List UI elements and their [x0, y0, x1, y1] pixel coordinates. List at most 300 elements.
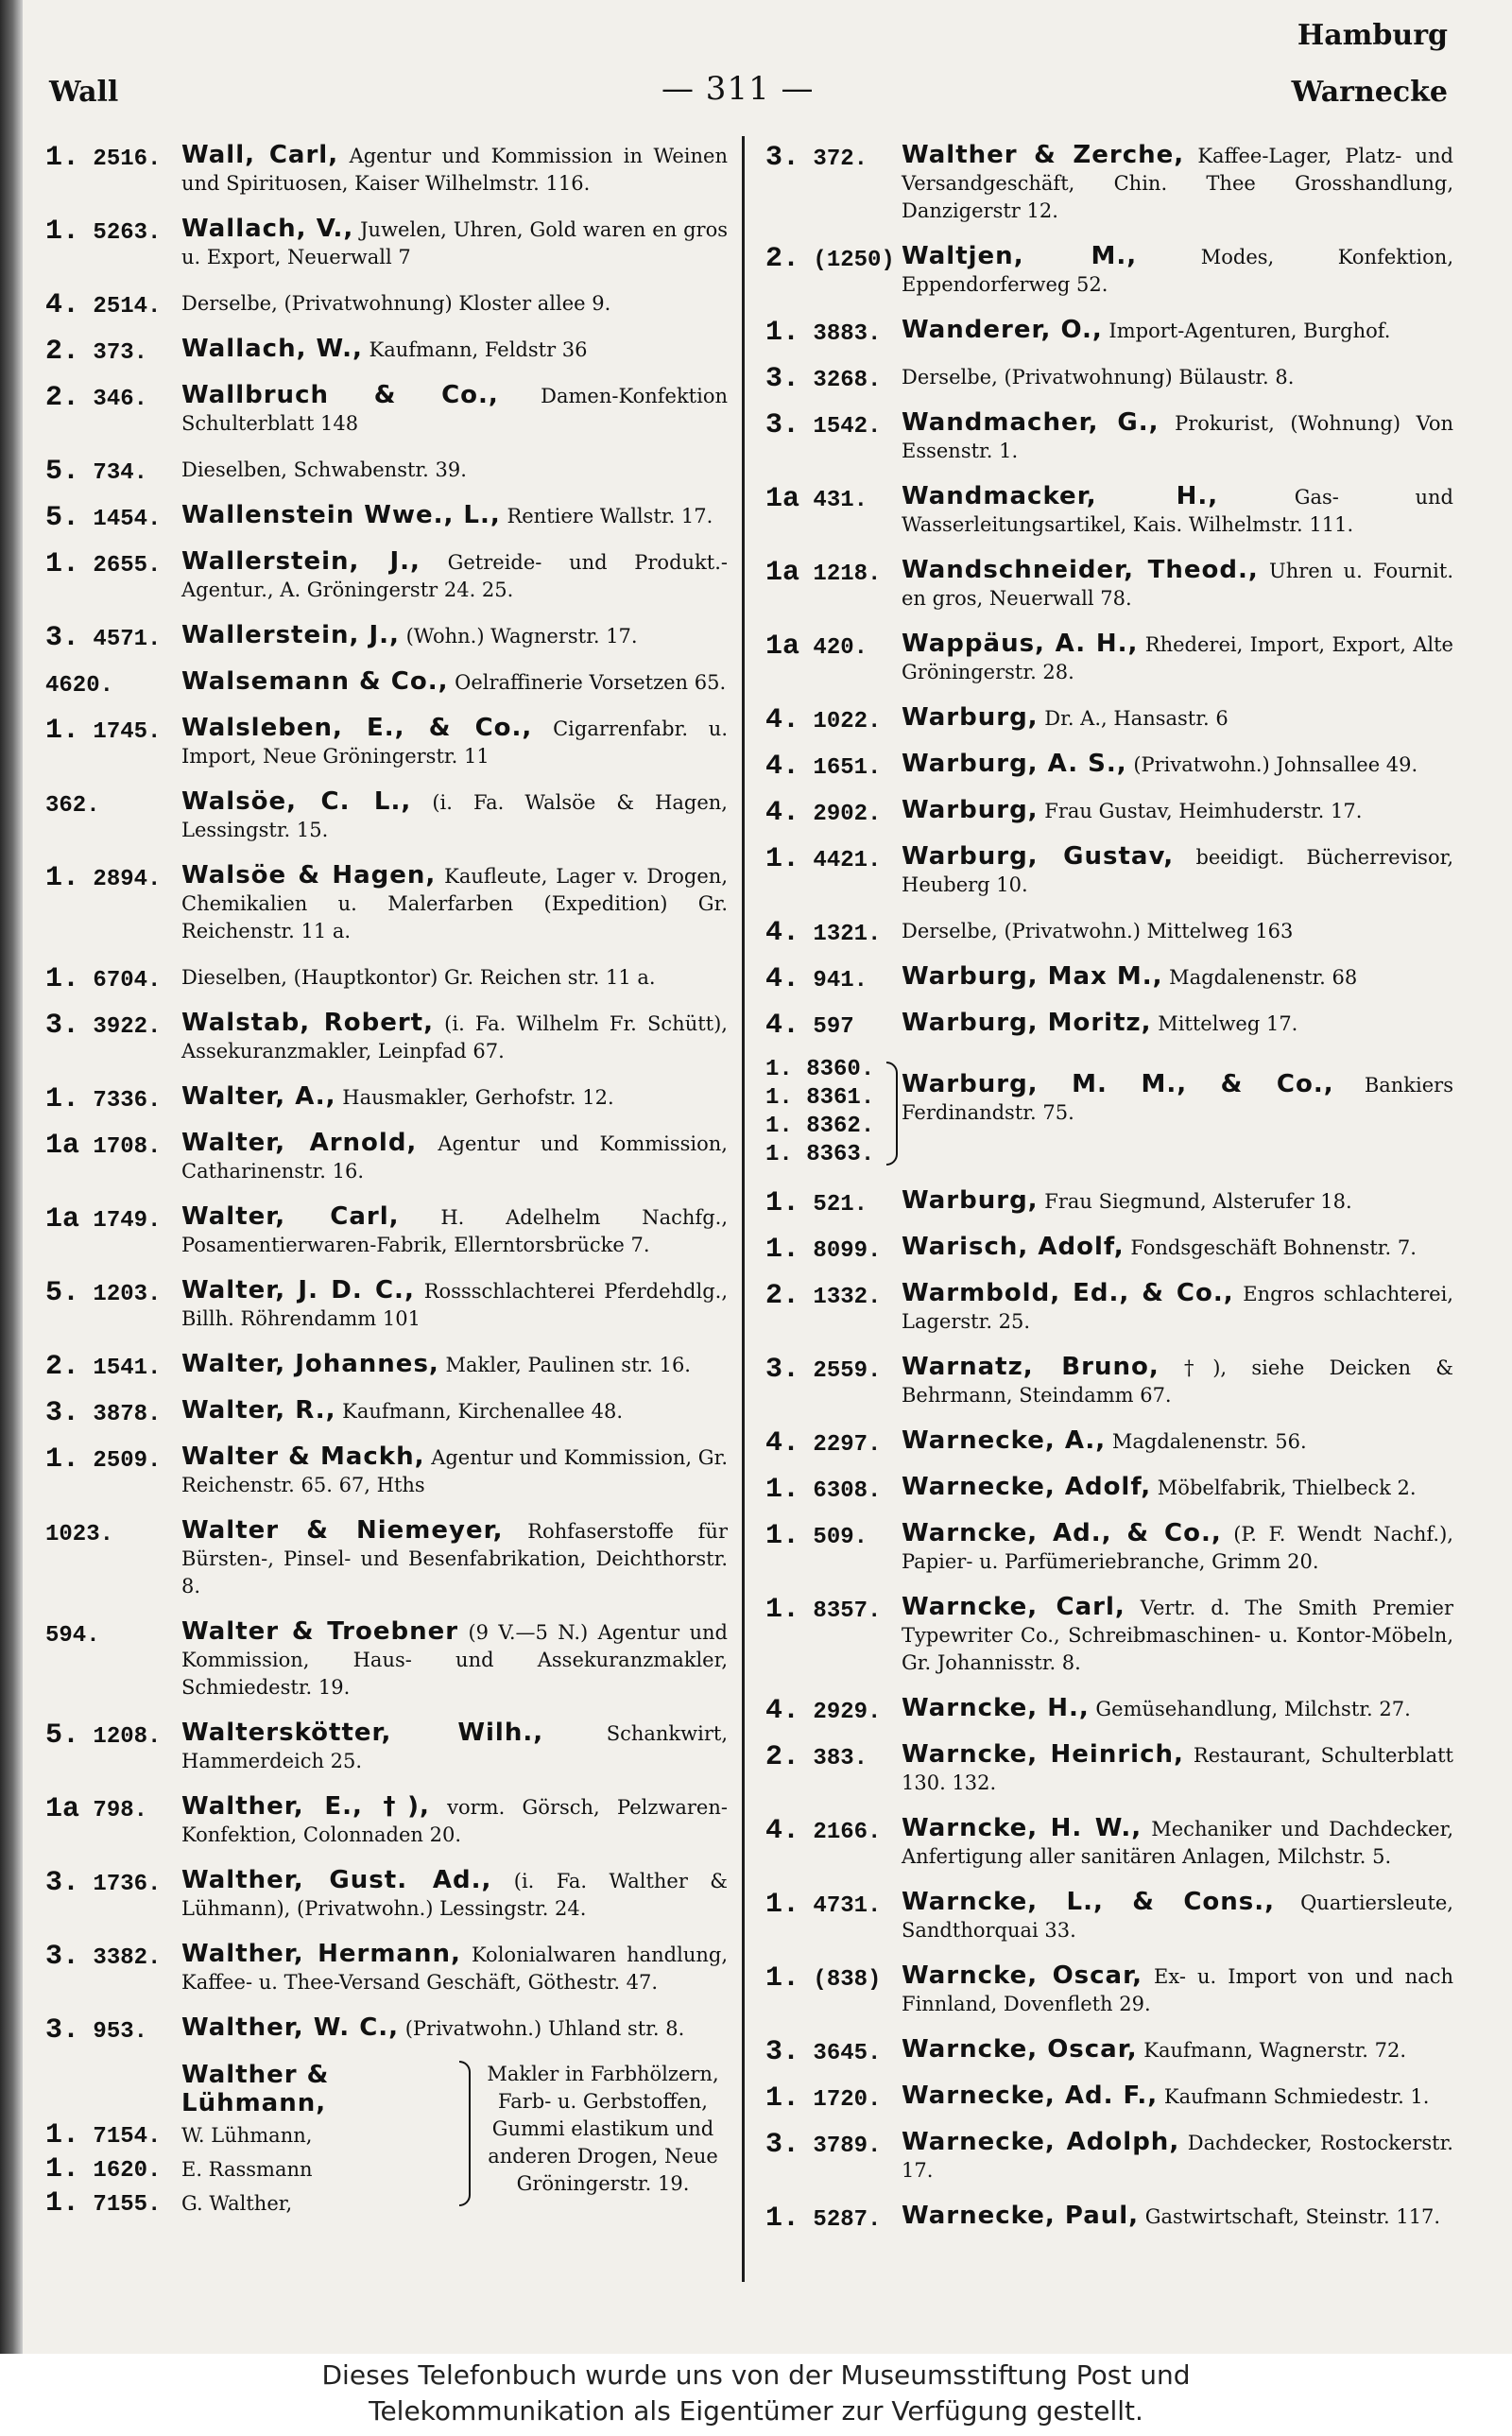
entry-number: [45, 1793, 178, 1825]
directory-entry: [765, 1280, 1453, 1336]
entry-text: [902, 797, 1453, 825]
phone-number: 1454.: [93, 507, 162, 532]
phone-number: 1023.: [45, 1522, 114, 1547]
directory-entry: [45, 862, 728, 945]
phone-number: 1745.: [93, 719, 162, 745]
partner-name: E. Rassmann: [181, 2158, 313, 2181]
phone-number: 2894.: [93, 867, 162, 892]
entry-number: [765, 1520, 898, 1552]
entry-text: [902, 409, 1453, 465]
directory-entry: [765, 750, 1453, 783]
subscriber-detail: Kaffee-Lager, Platz- und Versandgeschäft, Chin. Thee Grosshandlung, Danzigerstr 12.: [902, 145, 1453, 222]
subscriber-name: Warnecke, A.,: [902, 1426, 1107, 1455]
phone-number: 1651.: [813, 755, 882, 781]
entry-text: [181, 862, 728, 945]
phone-number: 2902.: [813, 802, 882, 827]
subscriber-name: Wandmacker, H.,: [902, 482, 1219, 510]
exchange-code: 4.: [765, 963, 800, 995]
phone-number: 3789.: [813, 2134, 882, 2159]
subscriber-name: Walther & Zerche,: [902, 141, 1185, 169]
exchange-code: 1a: [45, 1130, 80, 1162]
exchange-code: 3.: [765, 363, 800, 395]
exchange-code: 1a: [765, 557, 800, 589]
entry-number: [45, 289, 178, 321]
directory-entry: [765, 2129, 1453, 2185]
directory-entry: [45, 1443, 728, 1499]
subscriber-name: Walther, E., †),: [181, 1792, 430, 1821]
exchange-code: 4.: [765, 1815, 800, 1847]
subscriber-detail: Agentur und Kommission in Weinen und Spirituosen, Kaiser Wilhelmstr. 116.: [181, 145, 728, 195]
partner-group: [45, 2061, 728, 2220]
entry-number: [765, 2129, 898, 2161]
subscriber-name: Walsöe & Hagen,: [181, 861, 437, 890]
entry-text: [181, 502, 728, 530]
entry-number: [765, 1962, 898, 1995]
subscriber-detail: Vertr. d. The Smith Premier Typewriter Co., Schreibmaschinen- u. Kontor-Möbeln, Gr. Johannisstr. 8.: [902, 1597, 1453, 1674]
exchange-code: 1a: [765, 631, 800, 663]
exchange-code: 3.: [765, 142, 800, 174]
subscriber-detail: Magdalenenstr. 56.: [1111, 1430, 1307, 1453]
phone-number: 1022.: [813, 709, 882, 734]
city-heading: Hamburg: [1297, 19, 1448, 52]
subscriber-name: Warncke, H.,: [902, 1694, 1090, 1722]
subscriber-detail: Derselbe, (Privatwohnung) Bülaustr. 8.: [902, 366, 1295, 389]
phone-number: 2509.: [93, 1448, 162, 1474]
entry-text: [902, 1427, 1453, 1456]
directory-entry: [45, 382, 728, 438]
entry-text: [902, 142, 1453, 225]
phone-number: 372.: [813, 147, 868, 172]
subscriber-detail: Getreide- und Produkt.-Agentur., A. Gröningerstr 24. 25.: [181, 551, 728, 601]
phone-number: 8363.: [806, 1142, 875, 1167]
subscriber-name: Walter & Troebner: [181, 1617, 459, 1646]
entry-text: [181, 1397, 728, 1425]
entry-text: [902, 2203, 1453, 2231]
phone-number: 1749.: [93, 1208, 162, 1234]
subscriber-detail: Import-Agenturen, Burghof.: [1108, 320, 1391, 342]
subscriber-detail: Kaufmann Schmiedestr. 1.: [1163, 2085, 1430, 2108]
bank-name: Warburg, M. M., & Co.,: [902, 1070, 1334, 1098]
directory-entry: [45, 289, 728, 321]
subscriber-detail: Oelraffinerie Vorsetzen 65.: [455, 671, 727, 694]
bank-brace: [886, 1062, 898, 1166]
exchange-code: 1.: [45, 1083, 80, 1115]
entry-number: [765, 2082, 898, 2115]
exchange-code: 3.: [45, 1867, 80, 1899]
entry-number: [45, 1010, 178, 1042]
entry-number: [45, 1867, 178, 1899]
directory-entry: [765, 1426, 1453, 1460]
subscriber-detail: Kaufmann, Feldstr 36: [369, 338, 588, 361]
exchange-code: 4.: [765, 1427, 800, 1460]
directory-entry: [45, 2013, 728, 2047]
directory-entry: [765, 483, 1453, 539]
subscriber-name: Warncke, L., & Cons.,: [902, 1888, 1276, 1916]
subscriber-detail: Kaufmann, Wagnerstr. 72.: [1143, 2039, 1407, 2062]
directory-entry: [765, 142, 1453, 225]
phone-number: 6704.: [93, 968, 162, 993]
directory-entry: [765, 1594, 1453, 1677]
subscriber-detail: Fondsgeschäft Bohnenstr. 7.: [1130, 1236, 1417, 1259]
entry-number: [765, 1474, 898, 1506]
phone-number: 3878.: [93, 1402, 162, 1427]
exchange-code: 2.: [765, 1741, 800, 1773]
subscriber-detail: Makler, Paulinen str. 16.: [445, 1354, 691, 1376]
entry-number: [45, 456, 178, 488]
entry-number: [765, 557, 898, 589]
subscriber-name: Walter, R.,: [181, 1396, 336, 1425]
entry-text: [902, 963, 1453, 992]
phone-number: 7155.: [93, 2192, 162, 2218]
directory-entry: [765, 1354, 1453, 1409]
exchange-code: 1.: [45, 142, 80, 174]
subscriber-name: Walterskötter, Wilh.,: [181, 1719, 544, 1747]
bank-number-row: [765, 1141, 888, 1169]
phone-number: 1620.: [93, 2158, 162, 2184]
entry-text: [902, 631, 1453, 686]
subscriber-name: Warnatz, Bruno,: [902, 1353, 1160, 1381]
entry-number: [765, 317, 898, 349]
exchange-code: 2.: [45, 1351, 80, 1383]
entry-number: [45, 1277, 178, 1309]
exchange-code: 5.: [45, 1277, 80, 1309]
entry-text: [902, 1354, 1453, 1409]
directory-entry: [45, 1719, 728, 1775]
entry-text: [181, 1351, 728, 1379]
exchange-code: 5.: [45, 502, 80, 534]
subscriber-name: Walsöe, C. L.,: [181, 787, 412, 816]
exchange-code: 1.: [45, 963, 80, 995]
phone-number: 953.: [93, 2019, 148, 2045]
subscriber-name: Wandmacher, G.,: [902, 408, 1160, 437]
exchange-code: 5.: [45, 456, 80, 488]
entry-text: [181, 1867, 728, 1923]
exchange-code: 3.: [45, 2014, 80, 2047]
subscriber-detail: Dr. A., Hansastr. 6: [1044, 707, 1228, 730]
phone-number: 3382.: [93, 1945, 162, 1971]
exchange-code: 1.: [765, 843, 800, 875]
bank-number-row: [765, 1113, 888, 1141]
entry-text: [902, 2129, 1453, 2185]
entry-number: [45, 788, 178, 821]
directory-entry: [45, 1082, 728, 1115]
subscriber-detail: Kaufmann, Kirchenallee 48.: [342, 1400, 624, 1423]
phone-number: 8099.: [813, 1238, 882, 1264]
entry-number: [765, 1695, 898, 1727]
directory-entry: [765, 1962, 1453, 2018]
subscriber-detail: Rentiere Wallstr. 17.: [507, 505, 713, 527]
exchange-code: 3.: [765, 409, 800, 441]
exchange-code: 1.: [765, 1057, 793, 1082]
entry-number: [45, 963, 178, 995]
subscriber-name: Walsleben, E., & Co.,: [181, 714, 533, 742]
subscriber-name: Wallach, W.,: [181, 335, 363, 363]
entry-number: [765, 363, 898, 395]
partner-name: W. Lühmann,: [181, 2124, 313, 2147]
directory-entry: [765, 1694, 1453, 1727]
entry-number: [765, 917, 898, 949]
phone-number: 2516.: [93, 147, 162, 172]
entry-text: [181, 668, 728, 697]
subscriber-detail: Rhederei, Import, Export, Alte Gröningerstr. 28.: [902, 633, 1453, 683]
directory-entry: [45, 621, 728, 654]
subscriber-detail: †), siehe Deicken & Behrmann, Steindamm 67.: [902, 1356, 1454, 1407]
directory-entry: [765, 243, 1453, 299]
subscriber-detail: Gastwirtschaft, Steinstr. 117.: [1144, 2205, 1441, 2228]
bank-detail: Bankiers Ferdinandstr. 75.: [902, 1074, 1453, 1124]
subscriber-detail: (Privatwohn.) Johnsallee 49.: [1133, 753, 1418, 776]
phone-number: 509.: [813, 1525, 868, 1550]
phone-number: 4421.: [813, 848, 882, 873]
subscriber-detail: Magdalenenstr. 68: [1169, 966, 1358, 989]
subscriber-name: Warburg,: [902, 796, 1039, 824]
subscriber-detail: Rossschlachterei Pferdehdlg., Billh. Röhrendamm 101: [181, 1280, 728, 1330]
subscriber-name: Wallbruch & Co.,: [181, 381, 499, 409]
subscriber-name: Warburg, Moritz,: [902, 1009, 1152, 1037]
subscriber-name: Wall, Carl,: [181, 141, 339, 169]
entry-number: [45, 2014, 178, 2047]
directory-entry: [765, 631, 1453, 686]
phone-number: 346.: [93, 387, 148, 412]
entry-number: [45, 1203, 178, 1235]
subscriber-name: Warnecke, Paul,: [902, 2202, 1140, 2230]
entry-text: [902, 1474, 1453, 1502]
entry-number: [765, 2203, 898, 2235]
entry-number: [765, 409, 898, 441]
entry-text: [902, 363, 1453, 391]
subscriber-name: Wallerstein, J.,: [181, 547, 421, 576]
entry-text: [902, 1010, 1453, 1038]
subscriber-detail: Gas- und Wasserleitungsartikel, Kais. Wilhelmstr. 111.: [902, 486, 1453, 536]
directory-entry: [45, 1941, 728, 1996]
subscriber-detail: Agentur und Kommission, Gr. Reichenstr. 65. 67, Hths: [181, 1446, 728, 1496]
entry-text: [902, 557, 1453, 613]
subscriber-detail: Rohfaserstoffe für Bürsten-, Pinsel- und Besenfabrikation, Deichthorstr. 8.: [181, 1520, 728, 1598]
subscriber-detail: Prokurist, (Wohnung) Von Essenstr. 1.: [902, 412, 1453, 462]
exchange-code: 1.: [765, 1234, 800, 1266]
entry-number: [765, 797, 898, 829]
exchange-code: 3.: [765, 2129, 800, 2161]
phone-number: 7154.: [93, 2124, 162, 2150]
subscriber-name: Walter, Carl,: [181, 1202, 400, 1231]
subscriber-name: Warncke, Oscar,: [902, 2035, 1138, 2064]
directory-entry: [45, 715, 728, 770]
subscriber-detail: Schankwirt, Hammerdeich 25.: [181, 1722, 728, 1772]
entry-number: [765, 1187, 898, 1219]
scan-edge-shadow: [0, 0, 23, 2354]
phone-number: 4620.: [45, 673, 114, 699]
bank-number-list: [765, 1056, 888, 1169]
directory-entry: [765, 2082, 1453, 2115]
subscriber-detail: Restaurant, Schulterblatt 130. 132.: [902, 1744, 1453, 1794]
subscriber-detail: (P. F. Wendt Nachf.), Papier- u. Parfümeriebranche, Grimm 20.: [902, 1523, 1453, 1573]
entry-text: [181, 142, 728, 198]
subscriber-detail: Quartiersleute, Sandthorquai 33.: [902, 1892, 1453, 1942]
subscriber-name: Walter & Niemeyer,: [181, 1516, 504, 1545]
subscriber-name: Warncke, Heinrich,: [902, 1740, 1184, 1769]
directory-entry: [765, 316, 1453, 349]
subscriber-detail: Derselbe, (Privatwohnung) Kloster allee 9.: [181, 292, 611, 315]
exchange-code: 4.: [765, 797, 800, 829]
subscriber-name: Warburg,: [902, 703, 1039, 732]
directory-entry: [765, 363, 1453, 395]
directory-entry: [45, 1130, 728, 1185]
phone-number: 8362.: [806, 1114, 875, 1139]
subscriber-name: Walter, J. D. C.,: [181, 1276, 415, 1304]
directory-entry: [45, 668, 728, 697]
exchange-code: 1.: [45, 2119, 80, 2151]
directory-entry: [765, 1186, 1453, 1219]
subscriber-name: Warncke, Carl,: [902, 1593, 1125, 1621]
subscriber-detail: Damen-Konfektion Schulterblatt 148: [181, 385, 728, 435]
directory-entry: [45, 1867, 728, 1923]
exchange-code: 4.: [765, 1695, 800, 1727]
entry-text: [902, 917, 1453, 945]
entry-text: [181, 1719, 728, 1775]
subscriber-detail: vorm. Görsch, Pelzwaren-Konfektion, Colonnaden 20.: [181, 1796, 728, 1846]
entry-number: [45, 1719, 178, 1752]
exchange-code: 3.: [45, 622, 80, 654]
left-running-head: Wall: [49, 76, 119, 109]
bank-number-row: [765, 1056, 888, 1084]
subscriber-detail: Derselbe, (Privatwohn.) Mittelweg 163: [902, 920, 1294, 942]
exchange-code: 4.: [765, 704, 800, 736]
phone-number: 8357.: [813, 1598, 882, 1624]
directory-entry: [765, 1520, 1453, 1576]
exchange-code: 3.: [765, 2036, 800, 2068]
subscriber-name: Warncke, H. W.,: [902, 1814, 1143, 1842]
entry-number: [765, 2036, 898, 2068]
exchange-code: 4.: [45, 289, 80, 321]
entry-number: [765, 1234, 898, 1266]
entry-number: [45, 382, 178, 414]
entry-text: [181, 1130, 728, 1185]
subscriber-detail: Frau Siegmund, Alsterufer 18.: [1044, 1190, 1352, 1213]
entry-text: [902, 1889, 1453, 1944]
subscriber-name: Walter, Johannes,: [181, 1350, 439, 1378]
subscriber-detail: Ex- u. Import von und nach Finnland, Dovenfleth 29.: [902, 1965, 1453, 2015]
entry-number: [765, 483, 898, 515]
phone-number: 4731.: [813, 1893, 882, 1919]
exchange-code: 4.: [765, 1010, 800, 1042]
subscriber-name: Wallenstein Wwe., L.,: [181, 501, 501, 529]
directory-entry: [45, 548, 728, 604]
phone-number: 941.: [813, 968, 868, 993]
directory-entry: [45, 216, 728, 271]
entry-text: [181, 715, 728, 770]
directory-entry: [765, 2202, 1453, 2235]
subscriber-name: Wanderer, O.,: [902, 316, 1103, 344]
entry-number: [765, 1594, 898, 1626]
entry-text: [181, 622, 728, 650]
subscriber-detail: Agentur und Kommission, Catharinenstr. 16.: [181, 1132, 728, 1183]
entry-number: [45, 502, 178, 534]
subscriber-name: Wappäus, A. H.,: [902, 630, 1139, 658]
entry-text: [181, 216, 728, 271]
entry-text: [181, 2014, 728, 2043]
subscriber-name: Warburg, A. S.,: [902, 750, 1127, 778]
subscriber-detail: Hausmakler, Gerhofstr. 12.: [342, 1086, 614, 1109]
entry-text: [181, 456, 728, 484]
entry-text: [902, 243, 1453, 299]
phone-number: 2297.: [813, 1432, 882, 1458]
subscriber-name: Warncke, Ad., & Co.,: [902, 1519, 1222, 1547]
entry-number: [765, 1280, 898, 1312]
subscriber-detail: Dieselben, Schwabenstr. 39.: [181, 458, 467, 481]
exchange-code: 1.: [765, 317, 800, 349]
exchange-code: 1a: [45, 1793, 80, 1825]
entry-number: [765, 963, 898, 995]
phone-number: 1720.: [813, 2087, 882, 2113]
phone-number: (1250): [813, 248, 895, 273]
phone-number: 2514.: [93, 294, 162, 320]
directory-entry: [45, 1350, 728, 1383]
entry-number: [45, 1397, 178, 1429]
phone-number: 1541.: [93, 1356, 162, 1381]
subscriber-detail: (Privatwohn.) Uhland str. 8.: [404, 2017, 685, 2040]
subscriber-detail: Dieselben, (Hauptkontor) Gr. Reichen str. 11 a.: [181, 966, 656, 989]
directory-entry: [765, 962, 1453, 995]
directory-entry: [45, 456, 728, 488]
exchange-code: 1.: [45, 2187, 80, 2220]
exchange-code: 1.: [765, 2082, 800, 2115]
entry-text: [181, 289, 728, 318]
partner-row: [45, 2153, 461, 2187]
entry-text: [181, 1941, 728, 1996]
subscriber-name: Warmbold, Ed., & Co.,: [902, 1279, 1234, 1307]
subscriber-detail: (i. Fa. Wilhelm Fr. Schütt), Assekuranzmakler, Leinpfad 67.: [181, 1012, 728, 1063]
exchange-code: 4.: [765, 917, 800, 949]
directory-entry: [765, 1009, 1453, 1042]
partner-row: [45, 2187, 461, 2221]
entry-text: [902, 1594, 1453, 1677]
subscriber-name: Wallerstein, J.,: [181, 621, 400, 649]
exchange-code: 1.: [765, 1520, 800, 1552]
directory-entry: [45, 1517, 728, 1600]
subscriber-detail: Juwelen, Uhren, Gold waren en gros u. Export, Neuerwall 7: [181, 218, 728, 268]
entry-number: [45, 862, 178, 894]
entry-text: [902, 1280, 1453, 1336]
exchange-code: 2.: [765, 1280, 800, 1312]
directory-entry: [45, 1203, 728, 1259]
subscriber-name: Warburg, Max M.,: [902, 962, 1163, 991]
entry-text: [181, 382, 728, 438]
entry-text: [181, 963, 728, 992]
right-running-head: Warnecke: [1291, 76, 1448, 109]
exchange-code: 1.: [765, 1594, 800, 1626]
partner-list: [45, 2119, 461, 2221]
subscriber-detail: Cigarrenfabr. u. Import, Neue Gröningerstr. 11: [181, 717, 729, 768]
directory-entry: [45, 1396, 728, 1429]
entry-text: [902, 843, 1453, 899]
subscriber-detail: Möbelfabrik, Thielbeck 2.: [1157, 1477, 1417, 1499]
subscriber-name: Warnecke, Adolf,: [902, 1473, 1152, 1501]
subscriber-detail: beeidigt. Bücherrevisor, Heuberg 10.: [902, 846, 1453, 896]
phone-number: 420.: [813, 635, 868, 661]
entry-text: [902, 1962, 1453, 2018]
entry-number: [45, 1517, 178, 1549]
entry-number: [45, 336, 178, 368]
phone-number: 2559.: [813, 1358, 882, 1384]
directory-entry: [765, 1815, 1453, 1871]
subscriber-name: Warburg,: [902, 1186, 1039, 1215]
phone-number: 5263.: [93, 220, 162, 246]
directory-entry: [765, 1889, 1453, 1944]
subscriber-name: Walther, W. C.,: [181, 2013, 400, 2042]
entry-text: [181, 1618, 728, 1702]
directory-entry: [765, 409, 1453, 465]
directory-entry: [45, 501, 728, 534]
